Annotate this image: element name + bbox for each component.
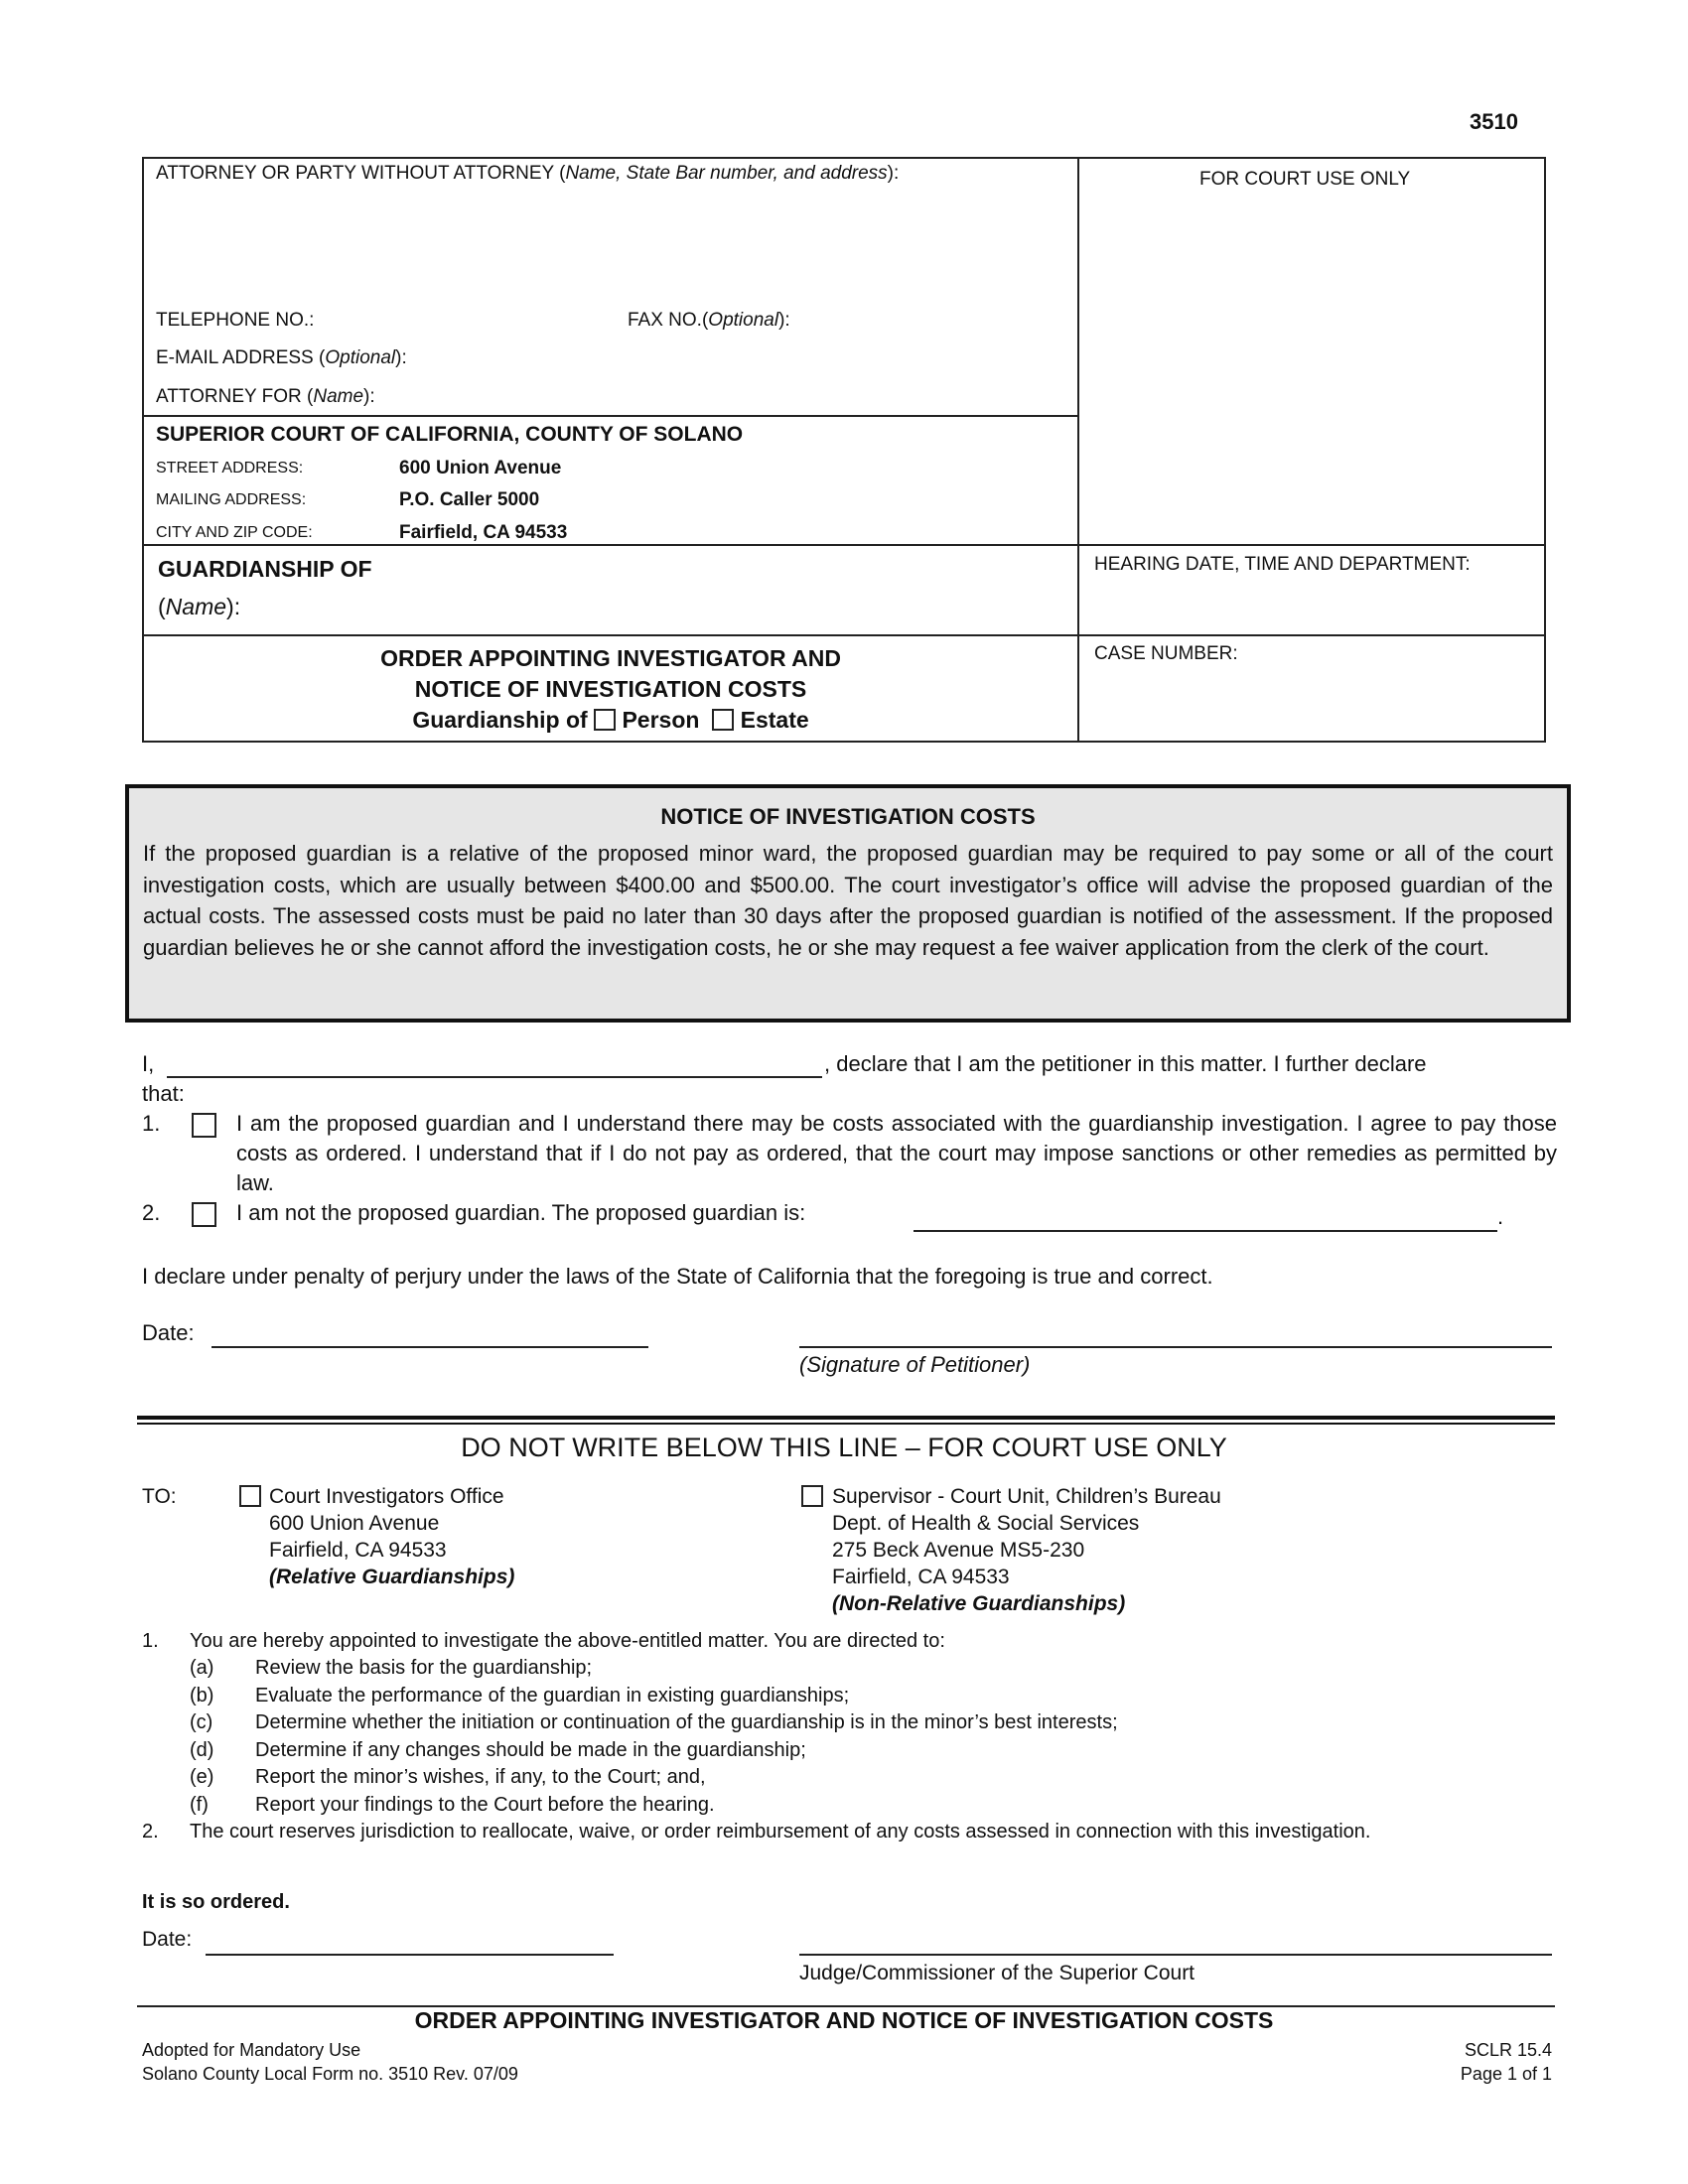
city-value: Fairfield, CA 94533 — [399, 522, 568, 543]
order-sub-items — [190, 1655, 1118, 1819]
city-label: CITY AND ZIP CODE: — [156, 524, 313, 541]
court-divider-rule — [137, 1423, 1555, 1425]
name-label: (Name): — [158, 594, 241, 619]
mailing-value: P.O. Caller 5000 — [399, 489, 540, 510]
signature-label: (Signature of Petitioner) — [799, 1352, 1031, 1377]
list-item: (a) Review the basis for the guardianship; — [190, 1657, 593, 1679]
caption-box — [142, 157, 1546, 743]
petitioner-signature-line[interactable] — [799, 1346, 1552, 1348]
court-use-heading: DO NOT WRITE BELOW THIS LINE – FOR COURT USE ONLY — [461, 1433, 1227, 1462]
notice-box — [125, 784, 1571, 1023]
list-item: (c) Determine whether the initiation or continuation of the guardianship is in the minor’s best interests; — [190, 1711, 1118, 1733]
order-date-label: Date: — [142, 1928, 193, 1951]
caption-rule — [144, 544, 1544, 546]
order-item1-number: 1. — [142, 1630, 159, 1652]
telephone-label: TELEPHONE NO.: — [156, 310, 315, 331]
so-ordered: It is so ordered. — [142, 1891, 290, 1913]
childrens-bureau-block: Supervisor - Court Unit, Children’s Bureau Dept. of Health & Social Services 275 Beck Avenue MS5-230 Fairfield, CA 94533 (Non-Relative Guardianships) — [832, 1485, 1221, 1615]
caption-divider — [1077, 159, 1079, 741]
person-checkbox[interactable] — [594, 709, 616, 731]
item2-checkbox[interactable] — [192, 1202, 216, 1229]
item1-checkbox[interactable] — [192, 1113, 216, 1140]
caption-rule — [144, 415, 1079, 417]
judge-label: Judge/Commissioner of the Superior Court — [799, 1962, 1196, 1984]
notice-title: NOTICE OF INVESTIGATION COSTS — [660, 804, 1036, 829]
court-investigators-block: Court Investigators Office 600 Union Avenue Fairfield, CA 94533 (Relative Guardianships) — [269, 1485, 515, 1588]
court-divider-rule — [137, 1416, 1555, 1420]
order-item2-number: 2. — [142, 1821, 159, 1843]
caption-rule — [144, 634, 1544, 636]
case-number-label: CASE NUMBER: — [1094, 643, 1238, 664]
order-item2-text: The court reserves jurisdiction to reallocate, waive, or order reimbursement of any costs assessed in connection with this investigation. — [190, 1821, 1371, 1843]
court-investigators-checkbox[interactable] — [239, 1485, 261, 1509]
item1-number: 1. — [142, 1111, 161, 1136]
judge-signature-line[interactable] — [799, 1954, 1552, 1956]
attorney-label: ATTORNEY OR PARTY WITHOUT ATTORNEY (Name, State Bar number, and address): — [156, 163, 900, 184]
declaration-that: that: — [142, 1081, 185, 1106]
estate-option-label: Estate — [740, 707, 809, 733]
fax-label: FAX NO.(Optional): — [628, 310, 790, 331]
footer-left: Adopted for Mandatory Use Solano County Local Form no. 3510 Rev. 07/09 — [142, 2040, 518, 2084]
list-item: (d) Determine if any changes should be made in the guardianship; — [190, 1738, 806, 1761]
petitioner-date-line[interactable] — [211, 1346, 648, 1348]
proposed-guardian-line[interactable] — [914, 1230, 1497, 1232]
declaration-i: I, — [142, 1051, 155, 1076]
street-label: STREET ADDRESS: — [156, 460, 304, 477]
item2-end: . — [1497, 1204, 1504, 1229]
notice-body: If the proposed guardian is a relative of the proposed minor ward, the proposed guardian may be required to pay some or all of the court investigation costs, which are usually between $400.00 and $500.00. The court investigator’s office will advise the proposed guardian of the actual costs. The assessed costs must be paid no later than 30 days after the proposed guardian is notified of the assessment. If the proposed guardian believes he or she cannot afford the investigation costs, he or she may request a fee waiver application from the clerk of the court. — [143, 841, 1553, 960]
title-line-3: Guardianship of Person Estate — [412, 707, 809, 733]
order-date-line[interactable] — [206, 1954, 614, 1956]
list-item: (b) Evaluate the performance of the guardian in existing guardianships; — [190, 1684, 850, 1706]
petitioner-date-label: Date: — [142, 1320, 195, 1345]
attorney-for-label: ATTORNEY FOR (Name): — [156, 386, 375, 407]
guardianship-of-label: GUARDIANSHIP OF — [158, 556, 372, 582]
item2-number: 2. — [142, 1200, 161, 1225]
estate-checkbox[interactable] — [712, 709, 734, 731]
petitioner-name-line[interactable] — [167, 1076, 822, 1078]
footer-right: SCLR 15.4 Page 1 of 1 — [1460, 2040, 1552, 2084]
list-item: (e) Report the minor’s wishes, if any, to the Court; and, — [190, 1766, 706, 1788]
form-number: 3510 — [1470, 109, 1518, 134]
title-line-2: NOTICE OF INVESTIGATION COSTS — [414, 676, 807, 702]
item1-text: I am the proposed guardian and I understand there may be costs associated with the guardianship investigation. I agree to pay those costs as ordered. I understand that if I do not pay as ordered, that the court may impose sanctions or other remedies as permitted by law. — [236, 1111, 1557, 1195]
email-label: E-MAIL ADDRESS (Optional): — [156, 347, 407, 368]
footer-title: ORDER APPOINTING INVESTIGATOR AND NOTICE OF INVESTIGATION COSTS — [414, 2007, 1274, 2033]
mailing-label: MAILING ADDRESS: — [156, 491, 307, 508]
street-value: 600 Union Avenue — [399, 458, 562, 478]
court-name: SUPERIOR COURT OF CALIFORNIA, COUNTY OF SOLANO — [156, 423, 744, 446]
to-label: TO: — [142, 1485, 177, 1508]
title-line-1: ORDER APPOINTING INVESTIGATOR AND — [380, 645, 841, 671]
list-item: (f) Report your findings to the Court before the hearing. — [190, 1793, 715, 1816]
court-use-only-label: FOR COURT USE ONLY — [1199, 169, 1411, 190]
hearing-label: HEARING DATE, TIME AND DEPARTMENT: — [1094, 554, 1471, 575]
person-option-label: Person — [622, 707, 700, 733]
item2-text: I am not the proposed guardian. The proposed guardian is: — [236, 1200, 806, 1225]
perjury-statement: I declare under penalty of perjury under the laws of the State of California that the foregoing is true and correct. — [142, 1264, 1213, 1289]
order-item1-text: You are hereby appointed to investigate the above-entitled matter. You are directed to: — [190, 1630, 945, 1652]
childrens-bureau-checkbox[interactable] — [801, 1485, 823, 1509]
declaration-declare-text: , declare that I am the petitioner in this matter. I further declare — [824, 1051, 1427, 1076]
